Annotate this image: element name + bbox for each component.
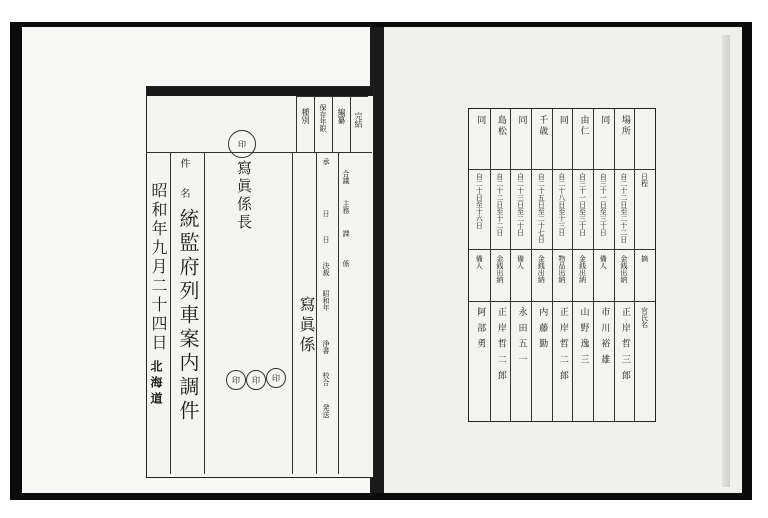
place-cell: 同 bbox=[475, 115, 486, 126]
form-line bbox=[296, 96, 297, 152]
form-line bbox=[350, 96, 351, 152]
header-label: 保存年限 bbox=[319, 104, 327, 132]
place-cell: 同 bbox=[516, 115, 527, 126]
route-label: 主務 bbox=[342, 200, 350, 214]
name-cell: 阿 部 勇 bbox=[475, 307, 486, 350]
place-cell: 同 bbox=[599, 115, 610, 126]
name-cell: 山 野 逸 三 bbox=[578, 307, 589, 366]
place-cell: 同 bbox=[557, 115, 568, 126]
date-cell: 自三十一日至三十日 bbox=[599, 173, 608, 236]
duty-cell: 物品出納 bbox=[557, 255, 566, 283]
duty-cell: 金銭出納 bbox=[537, 255, 546, 283]
duty-cell: 備人 bbox=[475, 255, 484, 269]
table-column-line bbox=[572, 109, 573, 421]
table-column-line bbox=[552, 109, 553, 421]
route-label: 日 bbox=[322, 236, 330, 243]
field-label: 名 bbox=[178, 188, 189, 198]
date-cell: 自二十八日至十三日 bbox=[557, 173, 566, 236]
section-name: 寫眞係 bbox=[297, 296, 316, 356]
place-cell: 千歳 bbox=[537, 115, 548, 137]
section-head: 寫眞係長 bbox=[235, 160, 253, 232]
date-cell: 自二十二日至二十二日 bbox=[619, 173, 628, 243]
header-label: 完結 bbox=[354, 112, 363, 128]
table-row-line bbox=[469, 301, 655, 302]
form-top-bar bbox=[147, 87, 373, 96]
approval-stamp: 印 bbox=[228, 130, 256, 158]
footer-text: 北海道 bbox=[149, 360, 163, 408]
route-label: 昭和年 bbox=[322, 290, 330, 311]
name-cell: 市 川 裕 雄 bbox=[599, 307, 610, 366]
table-column-line bbox=[531, 109, 532, 421]
route-label: 校合 bbox=[322, 372, 330, 386]
seal-stamp: 印 bbox=[266, 368, 286, 388]
form-line bbox=[314, 96, 315, 152]
table-row-line bbox=[469, 169, 655, 170]
route-label: 発送 bbox=[322, 404, 330, 418]
table-column-line bbox=[490, 109, 491, 421]
date-text: 昭和年九月二十四日 bbox=[149, 182, 168, 353]
date-cell: 自二十五日至二十七日 bbox=[537, 173, 546, 243]
name-cell: 正 岸 哲 三 郎 bbox=[619, 307, 630, 382]
form-line bbox=[316, 152, 317, 474]
route-label: 決裁 bbox=[322, 262, 330, 276]
name-cell: 永 田 五 一 bbox=[516, 307, 527, 366]
seal-stamp: 印 bbox=[246, 370, 266, 390]
table-column-line bbox=[634, 109, 635, 421]
route-label: 日 bbox=[322, 210, 330, 217]
name-cell: 正 岸 哲 二 郎 bbox=[557, 307, 568, 382]
field-label: 件 bbox=[178, 158, 189, 168]
page-edge bbox=[722, 35, 730, 487]
place-cell: 場所 bbox=[619, 115, 630, 137]
place-cell: 由仁 bbox=[578, 115, 589, 137]
name-cell: 正 岸 哲 二 郎 bbox=[495, 307, 506, 382]
place-cell: 島松 bbox=[495, 115, 506, 137]
duty-cell: 金銭出納 bbox=[619, 255, 628, 283]
duty-table bbox=[468, 108, 656, 422]
route-label: 承 bbox=[322, 158, 330, 165]
seal-stamp: 印 bbox=[226, 370, 246, 390]
row-header: 日程 bbox=[640, 173, 649, 187]
row-header: 摘 bbox=[640, 255, 649, 262]
table-column-line bbox=[510, 109, 511, 421]
table-row-line bbox=[469, 249, 655, 250]
form-line bbox=[332, 96, 333, 152]
route-label: 浄書 bbox=[322, 340, 330, 354]
subject-text: 統監府列車案内調件 bbox=[176, 208, 200, 424]
row-header: 官氏名 bbox=[640, 307, 649, 328]
form-line bbox=[204, 152, 205, 474]
route-label: 合議 bbox=[342, 170, 350, 184]
header-label: 種別 bbox=[301, 108, 310, 124]
date-cell: 自二十日至十六日 bbox=[475, 173, 484, 229]
header-label: 編纂 bbox=[337, 108, 346, 124]
date-cell: 自二十二日至十二日 bbox=[495, 173, 504, 236]
date-cell: 自三十一日至三十日 bbox=[578, 173, 587, 236]
table-column-line bbox=[614, 109, 615, 421]
duty-cell: 金銭出納 bbox=[578, 255, 587, 283]
form-line bbox=[292, 152, 293, 474]
table-column-line bbox=[593, 109, 594, 421]
route-label: 係 bbox=[342, 260, 350, 267]
name-cell: 内 藤 勤 bbox=[537, 307, 548, 350]
date-cell: 自二十三日至二十日 bbox=[516, 173, 525, 236]
duty-cell: 金銭出納 bbox=[495, 255, 504, 283]
form-line bbox=[338, 152, 339, 474]
duty-cell: 備人 bbox=[599, 255, 608, 269]
route-label: 課 bbox=[342, 230, 350, 237]
form-line bbox=[170, 152, 171, 474]
duty-cell: 備人 bbox=[516, 255, 525, 269]
